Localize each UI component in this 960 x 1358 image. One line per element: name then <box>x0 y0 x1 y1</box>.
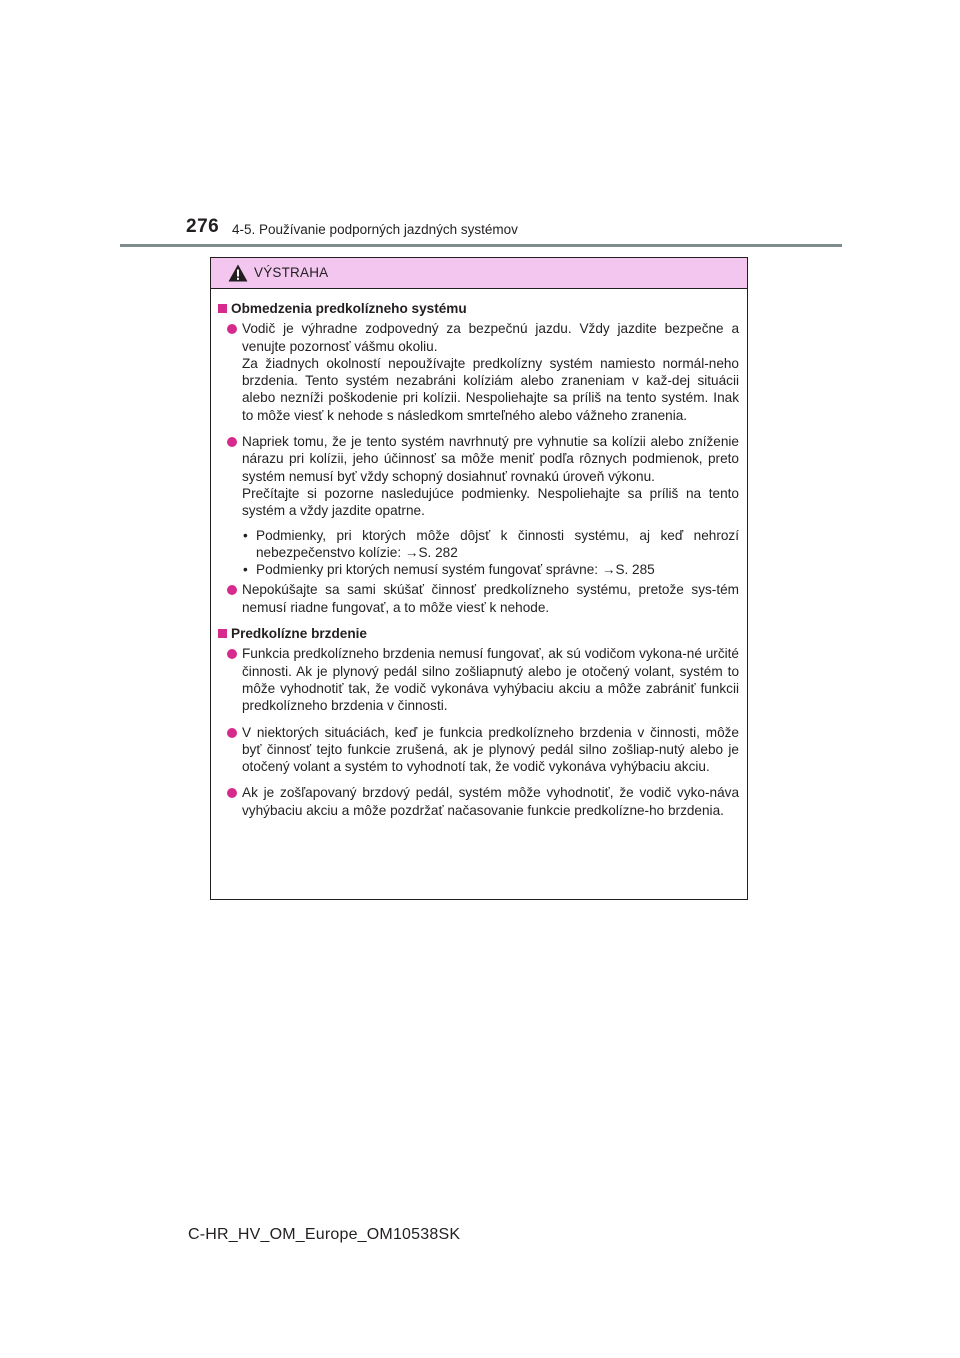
list-item <box>218 581 739 616</box>
paragraph: Nepokúšajte sa sami skúšať činnosť predkolízneho systému, pretože sys-tém nemusí riadne fungovať, a to môže viesť k nehode. <box>242 582 739 615</box>
square-bullet-icon <box>218 304 227 313</box>
sub-list-text: Podmienky pri ktorých nemusí systém fungovať správne: →S. 285 <box>256 562 655 578</box>
paragraph: Ak je zošľapovaný brzdový pedál, systém môže vyhodnotiť, že vodič vyko-náva vyhýbaciu akciu a môže pozdržať načasovanie funkcie predkolízne-ho brzdenia. <box>242 785 739 818</box>
list-item <box>218 784 739 819</box>
section-heading <box>218 625 739 642</box>
list-item <box>218 724 739 776</box>
warning-header <box>211 258 747 289</box>
paragraph: Funkcia predkolízneho brzdenia nemusí fungovať, ak sú vodičom vykona-né určité činnosti. Ak je plynový pedál silno zošliapnutý alebo je otočený volant, systém to môže vyhodnotiť tak, že vodič vykonáva vyhýbaciu akciu a môže zabrániť funkcii predkolízneho brzdenia v činnosti. <box>242 646 739 714</box>
sub-list-item <box>242 561 739 578</box>
section-heading <box>218 300 739 317</box>
paragraph: Vodič je výhradne zodpovedný za bezpečnú jazdu. Vždy jazdite bezpečne a venujte pozornosť vášmu okoliu. <box>242 321 739 354</box>
section-heading-text: Obmedzenia predkolízneho systému <box>231 301 467 316</box>
circle-bullet-icon <box>227 585 237 595</box>
sub-list-text: Podmienky, pri ktorých môže dôjsť k činnosti systému, aj keď nehrozí nebezpečenstvo kolízie: →S. 282 <box>256 527 739 560</box>
sub-list <box>242 527 739 579</box>
warning-body <box>211 289 747 819</box>
circle-bullet-icon <box>227 728 237 738</box>
section-heading-text: Predkolízne brzdenie <box>231 626 367 642</box>
document-code: C-HR_HV_OM_Europe_OM10538SK <box>188 1226 461 1243</box>
dot-bullet-icon: • <box>243 562 248 578</box>
square-bullet-icon <box>218 629 227 638</box>
list-item <box>218 433 739 578</box>
circle-bullet-icon <box>227 649 237 659</box>
paragraph: Za žiadnych okolností nepoužívajte predkolízny systém namiesto normál-neho brzdenia. Tento systém nezabráni kolíziám alebo zraneniam v kaž-dej situácii alebo nezníži poškodenie pri kolízii. Nespoliehajte sa príliš na tento systém. Inak to môže viesť k nehode s následkom smrteľného alebo vážneho zranenia. <box>242 355 739 423</box>
sub-list-item <box>242 527 739 562</box>
circle-bullet-icon <box>227 788 237 798</box>
section-title: 4-5. Používanie podporných jazdných systémov <box>232 222 518 237</box>
page-number: 276 <box>186 216 220 237</box>
warning-triangle-icon <box>228 264 248 282</box>
circle-bullet-icon <box>227 324 237 334</box>
paragraph: V niektorých situáciách, keď je funkcia predkolízneho brzdenia v činnosti, môže byť činnosť tejto funkcie zrušená, ak je plynový pedál silno zošliap-nutý alebo je otočený volant a systém to vyhodnotí tak, že vodič vykonáva vyhýbaciu akciu. <box>242 724 739 775</box>
dot-bullet-icon: • <box>243 527 248 543</box>
paragraph: Napriek tomu, že je tento systém navrhnutý pre vyhnutie sa kolízii alebo zníženie nárazu pri kolízii, jeho účinnosť sa môže meniť podľa rôznych podmienok, preto systém nemusí byť vždy schopný dosiahnuť rovnakú úroveň výkonu. <box>242 434 739 484</box>
warning-title: VÝSTRAHA <box>254 265 329 280</box>
list-item <box>218 645 739 714</box>
header-divider <box>120 244 842 247</box>
warning-box <box>210 257 748 900</box>
paragraph: Prečítajte si pozorne nasledujúce podmienky. Nespoliehajte sa príliš na tento systém a vždy jazdite opatrne. <box>242 485 739 519</box>
list-item <box>218 320 739 424</box>
circle-bullet-icon <box>227 437 237 447</box>
